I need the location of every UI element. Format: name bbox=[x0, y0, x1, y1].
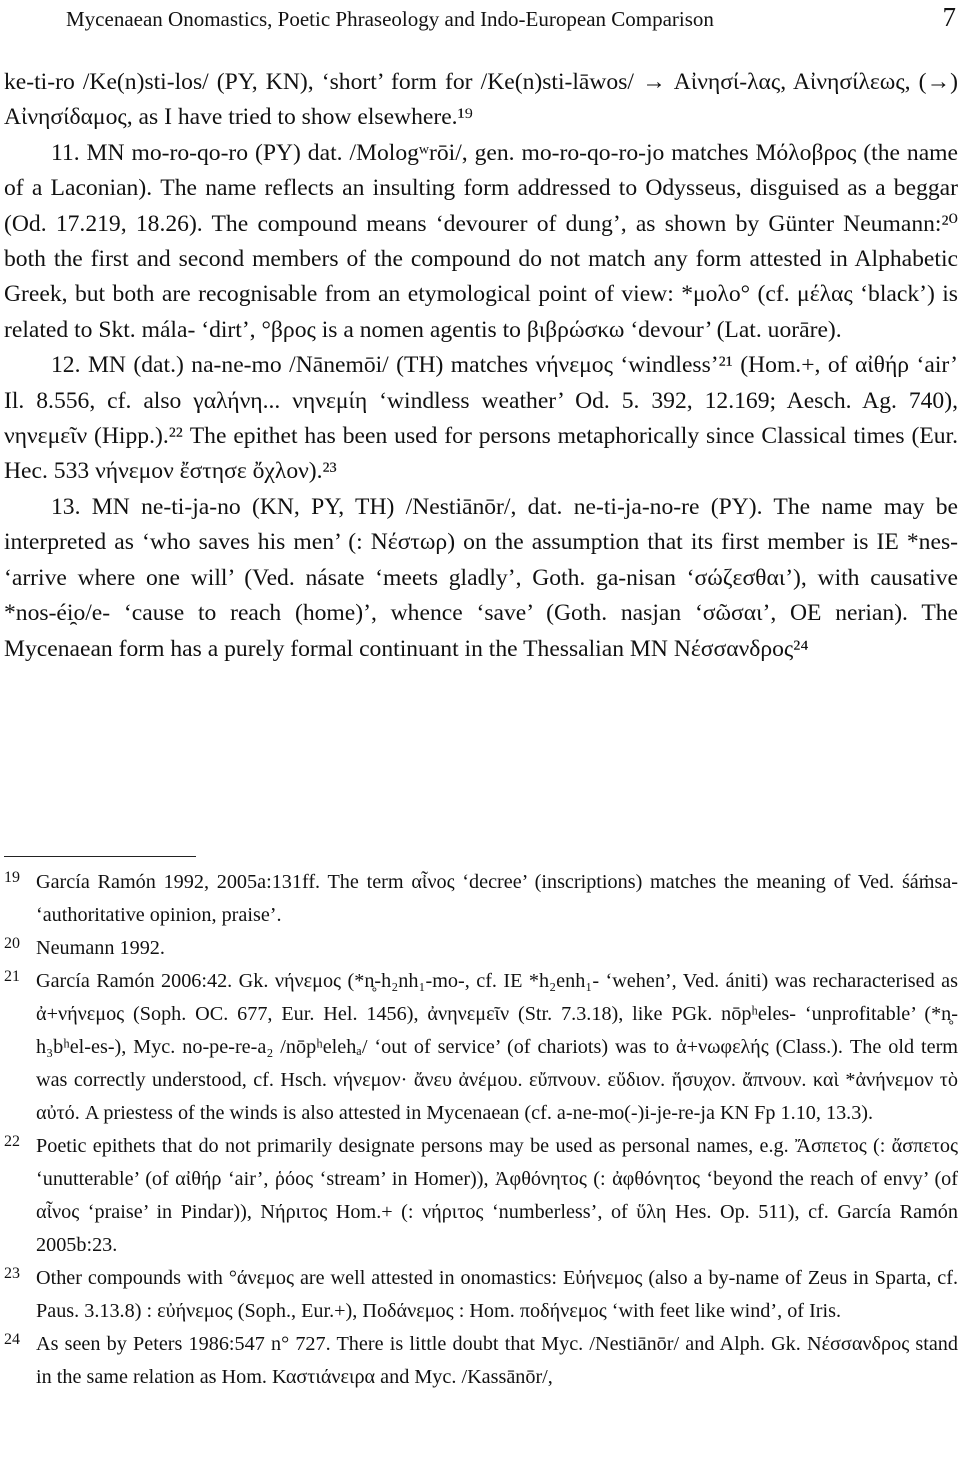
footnote-number: 24 bbox=[4, 1331, 20, 1348]
footnote-number: 22 bbox=[4, 1133, 20, 1150]
paragraph-11: 11. MN mo-ro-qo-ro (PY) dat. /Mologʷrōi/, gen. mo-ro-qo-ro-jo matches Μόλοβρος (the name of a Laconian). The name reflects an insulting form addressed to Odysseus, disguised as a beggar (Od. 17.219, 18.26). The compound means ‘devourer of dung’, as shown by Günter Neumann:²⁰ both the first and second members of the compound do not match any form attested in Alphabetic Greek, but both are recognisable from an etymological point of view: *μολο° (cf. μέλας ‘black’) is related to Skt. mála- ‘dirt’, °βρος is a nomen agentis to βιβρώσκω ‘devour’ (Lat. uorāre). bbox=[4, 139, 958, 343]
footnote bbox=[4, 1328, 958, 1394]
footnote-separator bbox=[4, 856, 196, 857]
paragraph-13: 13. MN ne-ti-ja-no (KN, PY, TH) /Nestiānōr/, dat. ne-ti-ja-no-re (PY). The name may be interpreted as ‘who saves his men’ (: Νέστωρ) on the assumption that its first member is IE *nes- ‘arrive where one will’ (Ved. násate ‘meets gladly’, Goth. ga-nisan ‘σώζεσθαι’), with causative *nos-éi̯o/e- ‘cause to reach (home)’, whence ‘save’ (Goth. nasjan ‘σῶσαι’, OE nerian). The Mycenaean form has a purely formal continuant in the Thessalian MN Νέσσανδρος²⁴ bbox=[4, 493, 958, 662]
footnote-number: 19 bbox=[4, 869, 20, 886]
footnote-text: Neumann 1992. bbox=[36, 937, 165, 959]
footnote-text: As seen by Peters 1986:547 n° 727. There is little doubt that Myc. /Nestiānōr/ and Alph. Gk. Νέσσανδρος stand in the same relation as Hom. Καστιάνειρα and Myc. /Kassānōr/, bbox=[36, 1333, 958, 1388]
footnote-text: García Ramón 1992, 2005a:131ff. The term αἶνος ‘decree’ (inscriptions) matches the meaning of Ved. śáṁsa- ‘authoritative opinion, praise’. bbox=[36, 871, 958, 926]
footnote bbox=[4, 932, 958, 965]
running-title: Mycenaean Onomastics, Poetic Phraseology and Indo-European Comparison bbox=[66, 7, 714, 31]
footnote bbox=[4, 1130, 958, 1262]
paragraph-1: ke-ti-ro /Ke(n)sti-los/ (PY, KN), ‘short’ form for /Ke(n)sti-lāwos/ → Αἰνησί-λας, Αἰνησίλεως, (→) Αἰνησίδαμος, as I have tried to show elsewhere.¹⁹ bbox=[4, 69, 958, 131]
footnote bbox=[4, 1262, 958, 1328]
footnote bbox=[4, 965, 958, 1130]
page-number: 7 bbox=[942, 2, 956, 32]
footnote-number: 20 bbox=[4, 935, 20, 952]
footnote bbox=[4, 866, 958, 932]
footnote-text: Poetic epithets that do not primarily designate persons may be used as personal names, e.g. Ἄσπετος (: ἄσπετος ‘unutterable’ (of αἰθήρ ‘air’, ῥόος ‘stream’ in Homer)), Ἀφθόνητος (: ἀφθόνητος ‘beyond the reach of envy’ (of αἶνος ‘praise’ in Pindar)), Νήριτος Hom.+ (: νήριτος ‘numberless’, of ὕλη Hes. Op. 511), cf. García Ramón 2005b:23. bbox=[36, 1135, 958, 1256]
footnote-text: Other compounds with °άνεμος are well attested in onomastics: Εὐήνεμος (also a by-name of Zeus in Sparta, cf. Paus. 3.13.8) : εὐήνεμος (Soph., Eur.+), Ποδάνεμος : Hom. ποδήνεμος ‘with feet like wind’, of Iris. bbox=[36, 1267, 958, 1322]
footnote-number: 23 bbox=[4, 1265, 20, 1282]
paragraph-12: 12. MN (dat.) na-ne-mo /Nānemōi/ (TH) matches νήνεμος ‘windless’²¹ (Hom.+, of αἰθήρ ‘air’ Il. 8.556, cf. also γαλήνη... νηνεμίη ‘windless weather’ Od. 5. 392, 12.169; Aesch. Ag. 740), νηνεμεῖν (Hipp.).²² The epithet has been used for persons metaphorically since Classical times (Eur. Hec. 533 νήνεμον ἔστησε ὄχλον).²³ bbox=[4, 352, 958, 485]
running-header bbox=[66, 4, 956, 34]
footnote-text: García Ramón 2006:42. Gk. νήνεμος (*n̥-h₂nh₁-mo-, cf. IE *h₂enh₁- ‘wehen’, Ved. ániti) was recharacterised as ἀ+νήνεμος (Soph. OC. 677, Eur. Hel. 1456), ἀνηνεμεῖν (Str. 7.3.18), like PGk. nōpʰeles- ‘unprofitable’ (*n̥-h₃bʰel-es-), Myc. no-pe-re-a₂ /nōpʰelehₐ/ ‘out of service’ (of chariots) was to ἀ+νωφελής (Class.). The old term was correctly understood, cf. Hsch. νήνεμον· ἄνευ ἀνέμου. εὔπνουν. εὔδιον. ἥσυχον. ἄπνουν. καὶ *ἀνήνεμον τὸ αὐτό. A priestess of the winds is also attested in Mycenaean (cf. a-ne-mo(-)i-je-re-ja KN Fp 1.10, 13.3). bbox=[36, 970, 958, 1124]
footnotes bbox=[4, 866, 958, 1394]
body-text bbox=[4, 65, 958, 667]
footnote-number: 21 bbox=[4, 968, 20, 985]
